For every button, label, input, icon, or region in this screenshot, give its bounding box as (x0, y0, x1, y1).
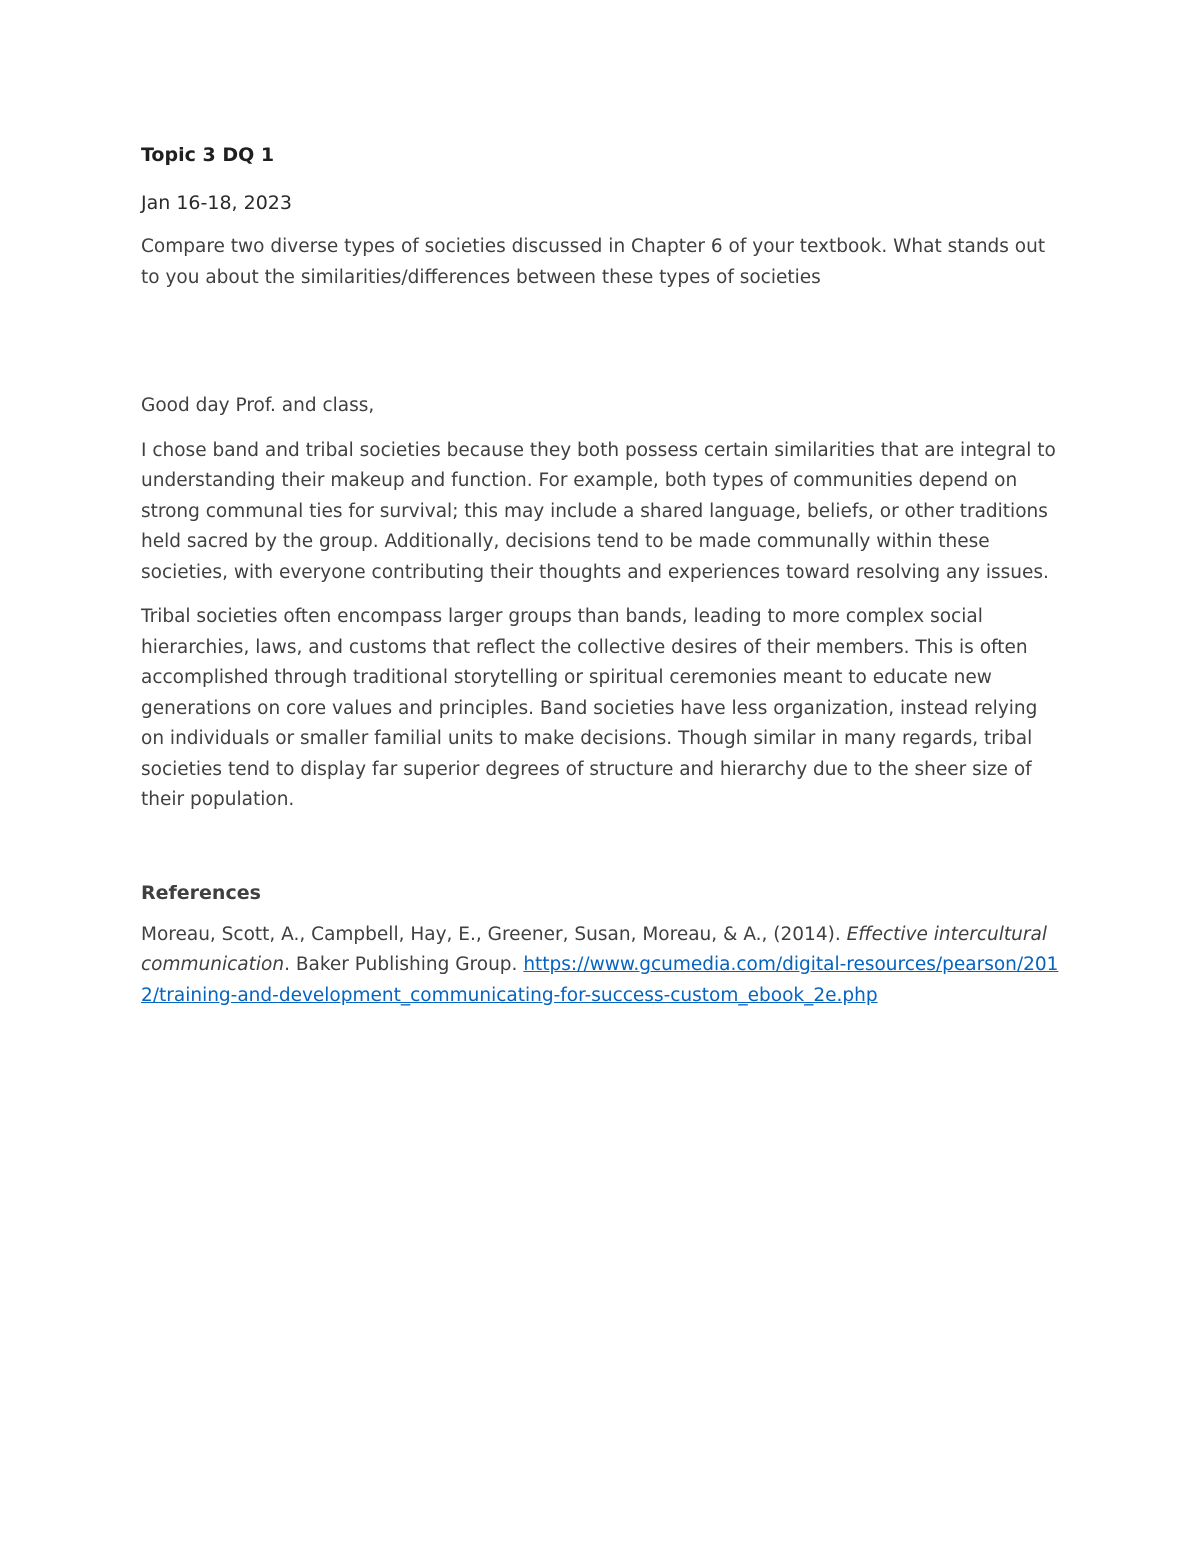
greeting: Good day Prof. and class, (141, 395, 375, 416)
paragraph-1: I chose band and tribal societies because they both possess certain similarities that are integral to understanding their makeup and function. For example, both types of communities depend on strong communal ties for survival; this may include a shared language, beliefs, or other traditions held sacred by the group. Additionally, decisions tend to be made communally within these societies, with everyone contributing their thoughts and experiences toward resolving any issues. (141, 439, 1056, 583)
reference-publisher: . Baker Publishing Group. (284, 954, 524, 975)
blank-space (141, 830, 1066, 878)
references-heading: References (141, 881, 261, 904)
discussion-prompt: Compare two diverse types of societies discussed in Chapter 6 of your textbook. What stands out to you about the similarities/differences between these types of societies (141, 236, 1046, 288)
reference-entry (141, 920, 1066, 1012)
reference-title: Effective intercultural communication (141, 923, 1047, 975)
paragraph-2: Tribal societies often encompass larger groups than bands, leading to more complex social hierarchies, laws, and customs that reflect the collective desires of their members. This is often accomplished through traditional storytelling or spiritual ceremonies meant to educate new generations on core values and principles. Band societies have less organization, instead relying on individuals or smaller familial units to make decisions. Though similar in many regards, tribal societies tend to display far superior degrees of structure and hierarchy due to the sheer size of their population. (141, 606, 1038, 810)
document-title: Topic 3 DQ 1 (141, 144, 275, 166)
blank-space (141, 307, 1066, 391)
reference-authors: Moreau, Scott, A., Campbell, Hay, E., Greener, Susan, Moreau, & A., (2014). (141, 923, 847, 945)
document-page (141, 140, 1066, 1011)
document-date: Jan 16-18, 2023 (141, 192, 292, 214)
reference-link[interactable]: https://www.gcumedia.com/digital-resources/pearson/2012/training-and-development_communicating-for-success-custom_ebook_2e.php (141, 954, 1059, 1006)
